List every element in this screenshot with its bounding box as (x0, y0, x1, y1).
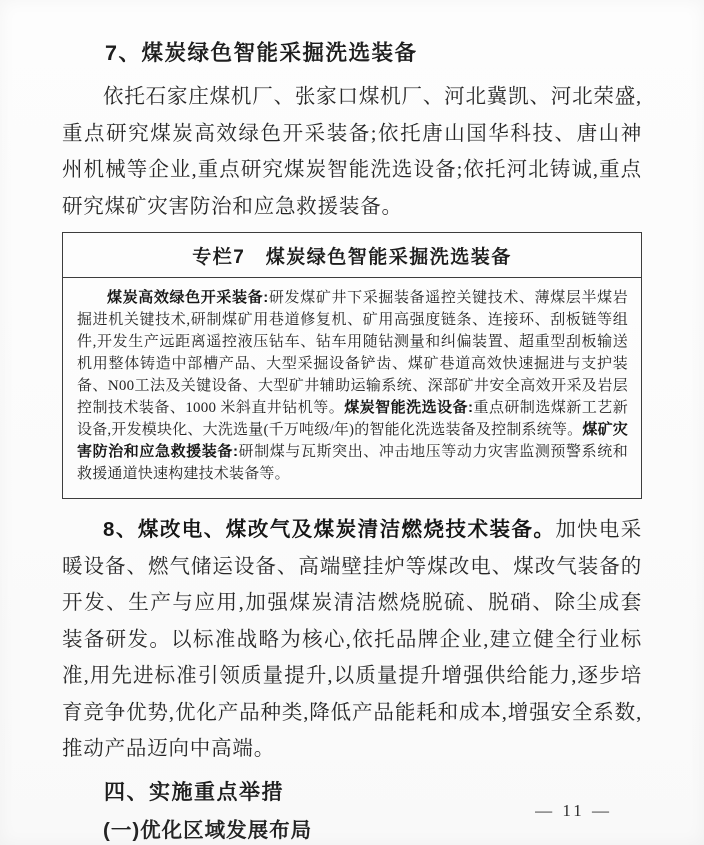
bold-run: 8、煤改电、煤改气及煤炭清洁燃烧技术装备。 (103, 518, 556, 541)
text-run: 研发煤矿井下采掘装备遥控关键技术、薄煤层半煤岩掘进机关键技术,研制煤矿用巷道修复机、矿用高强度链条、连接环、刮板链等组件,开发生产远距离遥控液压钻车、钻车用随钻测量和纠偏装置、超重型刮板输送机用整体铸造中部槽产品、大型采掘设备铲齿、煤矿巷道高效快速掘进与支护装备、N00工法及关键设备、大型矿井辅助运输系统、深部矿井安全高效开采及岩层控制技术装备、1000 米斜直井钻机等。 (77, 290, 628, 416)
page-number: — 11 — (535, 801, 612, 820)
panel-title: 专栏7 煤炭绿色智能采掘洗选装备 (63, 233, 641, 278)
page-content (62, 38, 642, 845)
section8-paragraph (62, 512, 642, 768)
text-run: 研制煤与瓦斯突出、冲击地压等动力灾害监测预警系统和救援通道快速构建技术装备等。 (77, 444, 628, 482)
panel-body-paragraph (63, 278, 641, 498)
text-run: 加快电采暖设备、燃气储运设备、高端壁挂炉等煤改电、煤改气装备的开发、生产与应用,加强煤炭清洁燃烧脱硫、脱硝、除尘成套装备研发。以标准战略为核心,依托品牌企业,建立健全行业标准,用先进标准引领质量提升,以质量提升增强供给能力,逐步培育竞争优势,优化产品种类,降低产品能耗和成本,增强安全系数,推动产品迈向中高端。 (62, 519, 642, 760)
bold-run: 煤炭高效绿色开采装备: (107, 289, 269, 306)
text-run: 重点研制选煤新工艺新设备,开发模块化、大洗选量(千万吨级/年)的智能化洗选装备及控制系统等。 (77, 400, 628, 438)
section7-heading: 7、煤炭绿色智能采掘洗选装备 (105, 41, 418, 65)
bold-run: 煤矿灾害防治和应急救援装备: (77, 421, 628, 460)
section7-paragraph: 依托石家庄煤机厂、张家口煤机厂、河北冀凯、河北荣盛,重点研究煤炭高效绿色开采装备;依托唐山国华科技、唐山神州机械等企业,重点研究煤炭智能洗选设备;依托河北铸诚,重点研究煤矿灾害防治和应急救援装备。 (62, 86, 642, 218)
section4-heading: 四、实施重点举措 (104, 780, 284, 804)
panel-column7 (62, 232, 642, 499)
section4-sub-heading: (一)优化区域发展布局 (103, 818, 313, 842)
bold-run: 煤炭智能洗选设备: (344, 399, 474, 416)
